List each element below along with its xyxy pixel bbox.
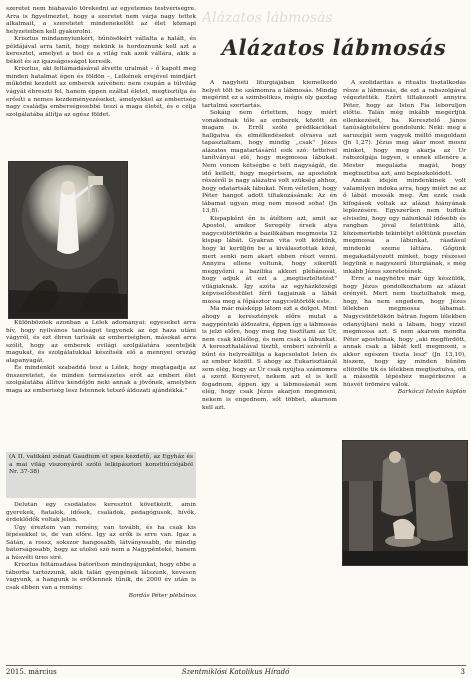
paragraph: Sokáig nem értettem, hogy miért vonakodnak tőle az emberek, között én magam is. Erről szóló prédikációkat hallgatva és elmélkedéseket olvasva azt tapasztaltam, hogy mindig „csak" Jézus alázatos magatartásáról esik szó: tetteivel tanítványai elé, hogy megmossa lábukat. Nem vonom kétségbe e tett nagyságát, de idő kellett, hogy megértsem, az apostolok részéről is nagy alázatra volt szükség ahhoz, hogy odatartsák lábukat. Nem véletlen, hogy Péter hangot adott tiltakozásának: Az én lábamat ugyan meg nem mosod soha! (Jn 13,8). bbox=[202, 110, 337, 215]
paragraph: A szolidaritás a rituális tisztálkodás része a lábmosás, de ezt a rabszolgával végeztették. Ezért tiltakozott annyira Péter, hogy az Isten Fia leboruljon előtte. Talán még inkább megértjük ellenkezését, ha Keresztelő János tanúságtételére gondolunk: Neki: meg a saruszíját sem vagyok méltó megoldani (Jn 1,27). Jézus meg akar most mosni minket, hogy meg akarja az Úr rabszolgája legyen, s ennek ellenére a Mester megalázta magát, hogy megtisztítsa azt, ami bepiszkolódott. bbox=[343, 80, 466, 177]
page-number: 3 bbox=[460, 668, 465, 676]
issue-date: 2015. március bbox=[6, 668, 57, 676]
publication-name: Szentmiklósi Katolikus Híradó bbox=[181, 668, 290, 676]
paragraph: Erre a nagyhétre már úgy készülök, hogy Jézus gondolkozhatom az alázat erényét. Mert nem tisztulhatok meg, hogy, ha nem engedem, hogy Jézus lélekben megmossa lábamat. Nagycsütörtökön bátran fogom lélekben odanyújtani neki a lábam, hogy vizzel megmossa azt. S nem akarom mondta Péter apostolnak, hogy „aki megfürdött, annak csak a lábát kell megmosni, s akkor egészen tiszta lesz" (Jn 13,10), hiszem, hogy így minden bűnöm eltörölte tik és lélekben megtisztulva, ott a második lépéshez megérkezve a húsvét örömére válok. bbox=[343, 276, 466, 388]
paragraph: Ma már másképp látom ezt a dolgot. Mint ahogy a keresztények előre mutat a nagypénteki áldozatra, éppen így a lábmosás is jelzi előre, hogy meg fog tisztítani az Úr, nem csak külsőleg, és nem csak a lábunkat. A kereszthalálával tisztít, emberi szívéről a bűnt és helyreállítja a kapcsolatot Isten és az ember között. S ahogy az Eukarisztiánál sem elég, hogy az Úr csak nyújtsa számomra a szent Kenyeret, nekem azt el is kell fogadnom, éppen így a lábmosásnál sem elég, hogy csak Jézus akarjon megmosni, nekem is engednem, sőt többet, akarnom kell azt. bbox=[202, 306, 337, 411]
paragraph: Kispapként én is átéltem azt, amit az Apostol, amikor Seregély érsek atya nagycsütörtökön a bazilikában megmosta 12 kispap lábát. Gyakran vita volt köztünk, hogy ki kerüljön be a kiválasztottak közé, mert senki nem akart ebben részt venni. Annyira ellene voltunk, hogy sikerült meggyőzni a bazilika akkori plébánosát, hogy adjuk át ezt a „megtiszteltetést" világiaknak. Így azóta az egyházközségi képviselőtestület férfi tagjainak a lábát mossa meg a főpásztor nagycsütörtök este. bbox=[202, 215, 337, 305]
paragraph: És mindenkit szabaddá tesz a Lélek, hogy megtagadja az önszeretetet, és minden természetes erőt az emberi élet szolgálatába állítva kendőjön neki annak a jövőnek, amelyben maga az emberiség lesz Istennek tetsző áldozati ajándékká." bbox=[6, 365, 196, 394]
ghost-heading: Alázatos lábmosás bbox=[202, 11, 333, 26]
paragraph: szeretet nem hiábavaló törekedni az egyetemes testvériségre. Arra is figyelmeztet, hogy a szeretet nem várja nagy tettek alkalmait, a szeretetet mindenekelőtt az élet köznapi helyzeteiben kell gyakorolni. bbox=[6, 6, 196, 35]
footer-rule bbox=[6, 665, 466, 666]
author-signature: Bordás Péter plébános bbox=[128, 592, 196, 599]
left-column-bottom bbox=[6, 502, 196, 663]
paragraph: Annak idején mindenkinek volt valamilyen indoka arra, hogy miért ne az ő lábát mossák meg. Ám ezek csak kifogások voltak az alázat hiányának leplezésére. Egyszerűen nem tudtuk elviselni, hogy egy nálunknál idősebb és rangban jóval feletttünk álló, közismertebb tekintélyt előttünk pusztán megmossa a lábunkat, ráadásul mindenki szeme láttára. Gőgünk megakadályozott minket, hogy részesei legyünk e nagyszerű liturgiának, s még inkább Jézus szeretetének. bbox=[343, 178, 466, 275]
quote-source: (A II. vatikáni zsinat Gaudium et spes kezdetű, az Egyház és a mai világ viszonyáról szóló lelkipásztori konstitúciójából Nr. 37-38) bbox=[9, 454, 193, 476]
source-quote-box bbox=[6, 452, 196, 498]
paragraph: Úgy éreztem van remény, van tovább, és ha csak kis lépésekkel is, de van előre. Így az erők is erre van. Igaz a Sátán, a rossz, sokszor hangosabb, látványosabb, de mindig bátorságosabb, hogy az utolsó szó nem a Nagypénteké, hanem a húsvéti üres siré. bbox=[6, 524, 196, 561]
article-header bbox=[202, 5, 466, 75]
paragraph: Délután egy csodálatos keresztút követkéztt, amin gyerekek, fiatalok, idősek, családok, pedagógusok, hívők, érdeklődők voltak jelen. bbox=[6, 502, 196, 524]
right-column bbox=[343, 80, 466, 662]
paragraph: Krisztus feltámadása bátorítson mindnyájunkat, hogy ebbe a táborba tartozzunk, akik talán gyengének látszunk, kevesen vagyunk, a hangunk is erőtlennek tűnik, de 2000 év után is csak ebben van a remény. bbox=[6, 562, 196, 592]
paragraph: Krisztus mindannyiunkért, bűnösökért vállalta a halált, és példájával arra tanít, hogy nekünk is hordoznunk kell azt a keresztet, amelyet a test és a világ rak azok vállára, akik a békét és az igazságosságot keresik. bbox=[6, 36, 196, 65]
paragraph: A nagyhéti liturgiájában kiemelkedő helyet tölt be számomra a lábmosás. Mindig megérint ez a szimbolikus, mégis oly gazdag tartalmú szertartás. bbox=[202, 80, 337, 109]
paragraph: Krisztus, aki feltámadásával átvette uralmát – ő kapott meg minden hatalmat égen és földön –, Lelkének erejével mindjárt működni kezdett az emberek szívében: nem csupán a túlvilág vágyát ébreszti fel, hanem éppen ezáltal életet, megtisztítja és erősíti a nemes kezdeményezéseket, amelyekkel az emberiség nagy családja emberségesebbé teszi a maga életét, és e célja szolgálatába állítja az egész földet. bbox=[6, 66, 196, 118]
author-signature: Barkóczi István káplán bbox=[397, 389, 466, 396]
paragraph: Különbözőek azonban a Lélek adományai: egyeseket arra hív, hogy nyilvános tanúságot tegyenek az égi haza utáni vágyról, és ezt ébren tartsák az emberiségben, másokat arra szólít, hogy az emberek evilági szolgálatára szenteljék magukat, és szolgálatukkal készítsék elő a mennyei ország alapanyagát. bbox=[6, 320, 196, 364]
left-column-continued bbox=[6, 320, 196, 450]
article-title: Alázatos lábmosás bbox=[221, 35, 447, 60]
resurrection-painting bbox=[8, 161, 128, 319]
foot-washing-painting bbox=[342, 440, 468, 566]
middle-column bbox=[202, 80, 337, 662]
